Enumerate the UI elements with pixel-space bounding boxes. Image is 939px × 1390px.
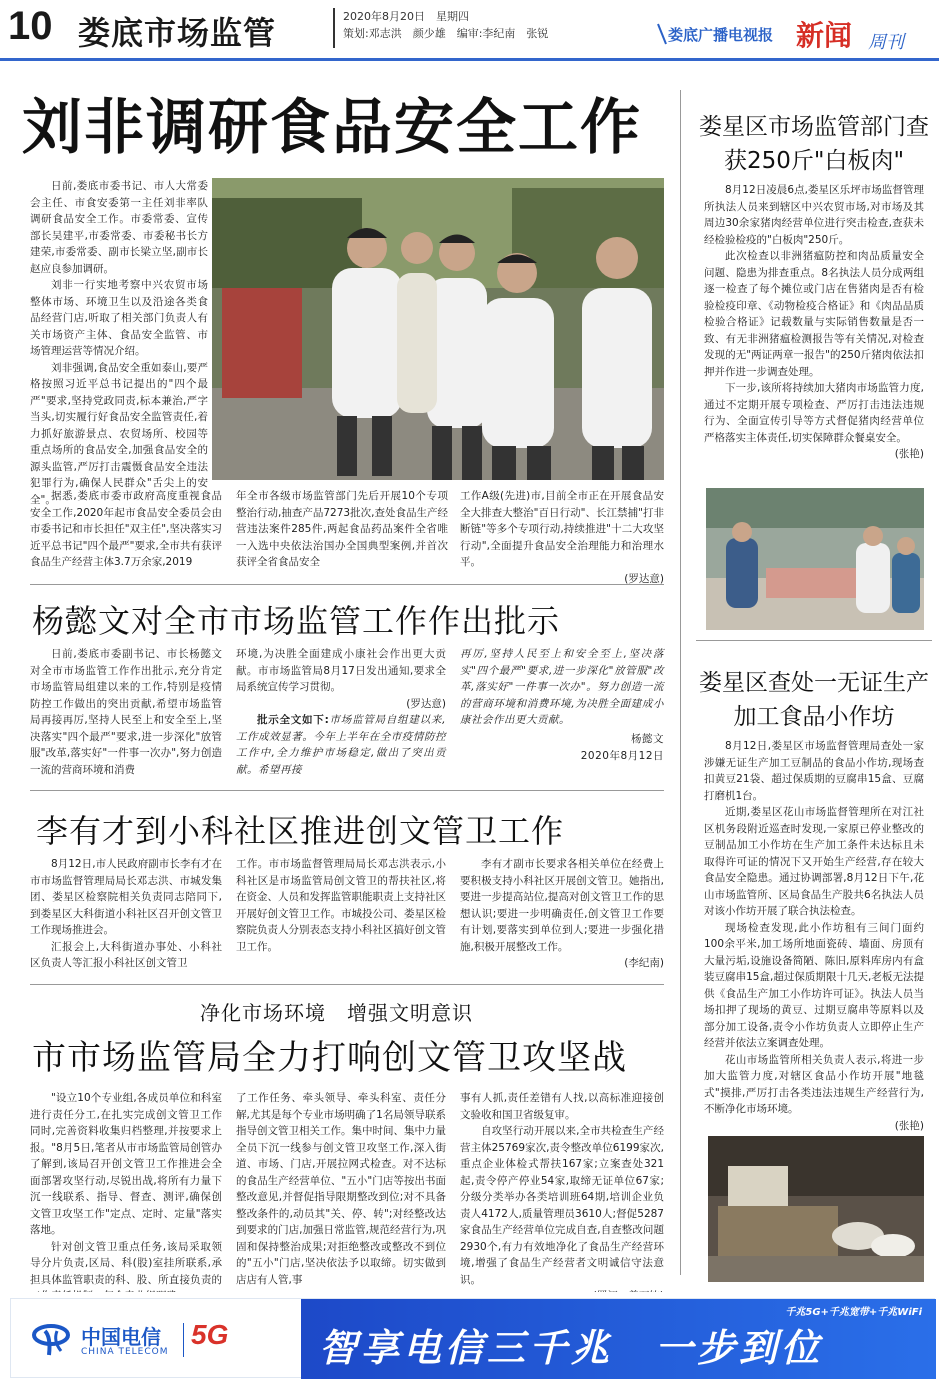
- article1-col-bottom-1: [30, 488, 222, 578]
- header-rule: [0, 58, 939, 61]
- sidebar2-body: [704, 738, 924, 1134]
- article1-col1: [30, 178, 208, 506]
- paragraph: 刘非强调,食品安全重如泰山,要严格按照习近平总书记提出的"四个最严"要求,坚持党政同责,标本兼治,严字当头,切实履行好食品安全监管责任,着力抓好旅游景点、农贸场所、校园等重点场所的食品安全,加强食品安全的源头监管,严厉打击震慑食品安全违法犯罪行为,确保人民群众"舌尖上的安全"。: [30, 361, 208, 506]
- paragraph: 日前,娄底市委副书记、市长杨懿文对全市市场监管工作作出批示,充分肯定市场监管局组建以来的工作,特别是疫情防控工作做出的突出贡献,希望市场监管局再接再厉,坚持人民至上和安全至上,坚决落实"四个最严"要求,进一步深化"放管服"改革,落实好"一件事一次办",努力创造一流的营商环境和消费: [30, 648, 222, 776]
- article1-photo: [212, 178, 664, 480]
- page-header: [0, 0, 939, 58]
- ad-top-line: 千兆5G+千兆宽带+千兆WiFi: [785, 1307, 922, 1318]
- paragraph: 自攻坚行动开展以来,全市共检查生产经营主体25769家次,责令整改单位6199家次,重点企业体检式帮扶167家;立案查处321起,责令停产停业54家,取缔无证单位67家;分级分类举办各类培训班64期,培训企业负责人4172人,质量管理员3610人;督促5287家食品生产经营单位完成自查,自查整改问题2930个,有力有效地净化了食品生产经营环境,增强了食品生产经营者文明诚信守法意识。: [460, 1125, 664, 1286]
- separator: [30, 790, 664, 791]
- byline: (罗达意): [406, 697, 446, 710]
- byline: (张艳): [894, 448, 924, 460]
- meat-market-photo: [706, 488, 924, 630]
- signature-name: 杨懿文: [631, 732, 664, 745]
- byline: (张艳): [894, 1119, 924, 1132]
- ad-slogan-panel: [301, 1299, 936, 1379]
- paragraph: 下一步,该所将持续加大猪肉市场监管力度,通过不定期开展专项检查、严厉打击违法违规行为、全面宣传引导等方式督促猪肉经营单位严格落实主体责任,切实保障群众餐桌安全。: [704, 382, 924, 444]
- paragraph: 花山市场监管所相关负责人表示,将进一步加大监管力度,对辖区食品小作坊开展"地毯式"摸排,严厉打击各类违法违规生产经营行为,不断净化市场环境。: [704, 1053, 924, 1115]
- separator: [30, 984, 664, 985]
- brand-name: 娄底广播电视报: [668, 26, 774, 44]
- article4-col2: [236, 1090, 446, 1286]
- ad-brand-en: CHINA TELECOM: [81, 1347, 169, 1357]
- sidebar2-photo: [708, 1136, 924, 1282]
- paragraph: 8月12日,娄星区市场监督管理局查处一家涉嫌无证生产加工豆制品的食品小作坊,现场查扣黄豆21袋、超过保质期的豆腐串15盒、豆腐打磨机1台。: [704, 740, 924, 802]
- article4-col1: [30, 1090, 222, 1286]
- paragraph: 据悉,娄底市委市政府高度重视食品安全工作,2020年起市食品安全委员会由市委书记和市长担任"双主任",坚决落实习近平总书记"四个最严"要求,全市共有获评食品生产经营主体3.7万余家,2019: [30, 490, 222, 568]
- article1-col-bottom-3: [460, 488, 664, 585]
- article3-col3: [460, 856, 664, 976]
- article3-col2: [236, 856, 446, 976]
- article1-headline: 刘非调研食品安全工作: [22, 93, 642, 163]
- signature-date: 2020年8月12日: [580, 749, 664, 762]
- article4-col3: [460, 1090, 664, 1286]
- paragraph: 8月12日,市人民政府副市长李有才在市市场监督管理局局长邓志洪、市城发集团、娄星区检察院相关负责同志陪同下,到娄星区大科街道小科社区召开创文管卫工作现场推进会。: [30, 858, 222, 936]
- paragraph: 刘非一行实地考察中兴农贸市场整体市场、环境卫生以及沿途各类食品经营门店,听取了相关部门负责人有关市场资产主体、食品安全监管、市场管理运营等情况介绍。: [30, 279, 208, 357]
- article2-col2: [236, 646, 446, 776]
- paragraph: 此次检查以非洲猪瘟防控和肉品质量安全问题、隐患为排查重点。8名执法人员分成两组逐一检查了每个摊位或门店在售猪肉是否有检验检疫印章、《动物检疫合格证》和《肉品品质检验合格证》记载数量与实际销售数量是否一致、有无非洲猪瘟检测报告等有关情况,对检查发现的无"两证两章一报告"的250斤猪肉依法扣押并作进一步调查处理。: [704, 250, 924, 378]
- paragraph: 日前,娄底市委书记、市人大常委会主任、市食安委第一主任刘非率队调研食品安全工作。市委常委、宣传部长吴建平,市委常委、市委秘书长方建荣,市委常委、副市长梁立坚,副市长赵应良参加调研。: [30, 180, 208, 275]
- header-meta: [343, 8, 548, 42]
- sidebar1-photo: [706, 488, 924, 630]
- workshop-photo: [708, 1136, 924, 1282]
- sidebar1-body: [704, 182, 924, 488]
- page-number: 10: [8, 4, 53, 48]
- brand-weekly: 周刊: [868, 32, 904, 53]
- paragraph: 了工作任务、牵头领导、牵头科室、责任分解,尤其是每个专业市场明确了1名局领导联系指导创文管卫相关工作。集中时间、集中力量全员下沉一线参与创文管卫攻坚工作,深入街道、市场、门店,开展拉网式检查。对不达标的食品生产经营单位、"五小"门店等按出书面整改意见,并督促指导限期整改到位;对不具备整改条件的,动员其"关、停、转";对经整改达到要求的门店,加强日常监管,规范经营行为,巩固和保持整治成果;对拒绝整改或整改不到位的"五小"门店,坚决依法予以取缔。切实做到店店有人管,事: [236, 1092, 446, 1286]
- instruction-text: 市场监管局自组建以来,工作成效显著。今年上半年在全市疫情防控工作中,全力维护市场稳定,做出了突出贡献。希望再接: [236, 714, 446, 776]
- header-divider: [333, 8, 335, 48]
- sidebar2-headline: 娄星区查处一无证生产加工食品小作坊: [699, 670, 929, 730]
- sidebar1-headline: 娄星区市场监管部门查获250斤"白板肉": [699, 114, 929, 174]
- article4-headline: 市市场监管局全力打响创文管卫攻坚战: [32, 1038, 627, 1078]
- separator: [30, 584, 664, 585]
- article2-col3: [460, 646, 664, 776]
- ad-slogan: 智享电信三千兆 一步到位: [319, 1326, 824, 1370]
- paragraph: 针对创文管卫重点任务,该局采取领导分片负责,区局、科(股)室挂所联系,承担具体监管职责的科、股、所直接负责的: [30, 1240, 222, 1286]
- header-date: 2020年8月20日 星期四: [343, 10, 469, 23]
- article3-headline: 李有才到小科社区推进创文管卫工作: [36, 812, 565, 850]
- instruction-label: 批示全文如下:: [257, 714, 330, 726]
- paragraph: 汇报会上,大科街道办事处、小科社区负责人等汇报小科社区创文管卫: [30, 940, 222, 969]
- ad-brand-cn: 中国电信: [81, 1325, 161, 1349]
- ad-5g-badge: 5G: [191, 1319, 229, 1350]
- column-separator: [680, 90, 681, 1275]
- paragraph: 事有人抓,责任差错有人找,以高标准迎接创文验收和国卫省级复审。: [460, 1092, 664, 1121]
- instruction-continuation: 再厉,坚持人民至上和安全至上,坚决落实"四个最严"要求,进一步深化"放管服"改革,落实好"一件事一次办"。努力创造一流的营商环境和消费环境,为决胜全面建成小康社会作出更大贡献。: [460, 648, 664, 726]
- article2-col1: [30, 646, 222, 776]
- byline: (李纪南): [624, 957, 664, 969]
- separator: [696, 640, 932, 641]
- section-title: 娄底市场监管: [78, 14, 277, 52]
- paragraph: 李有才副市长要求各相关单位在经费上要积极支持小科社区开展创文管卫。她指出,要进一步提高站位,提高对创文管卫工作的思想认识;要进一步明确责任,创文管卫工作要有计划,要落实到单位到人;要进一步强化措施,积极开展整改工作。: [460, 858, 664, 953]
- ad-frame: [10, 1298, 935, 1378]
- paragraph: 近期,娄星区花山市场监督管理所在对江社区机务段附近巡查时发现,一家原已停业整改的豆制品加工小作坊在生产加工条件未达标且未取得许可证的情况下又开始生产经营,存在较大食品安全隐患。通过协调部署,8月12日下午,花山市场监管所、区局食品生产股共6名执法人员对该小作坊开展了联合执法检查。: [704, 806, 924, 917]
- paragraph: 工作A级(先进)市,目前全市正在开展食品安全大排查大整治"百日行动"、长江禁捕"打非断链"等多个专项行动,持续推进"十二大攻坚行动",全面提升食品安全治理能力和治理水平。: [460, 490, 664, 568]
- ad-divider: [183, 1323, 184, 1357]
- brand-slash-icon: [656, 22, 668, 46]
- officials-inspection-photo: [212, 178, 664, 480]
- paragraph: 年全市各级市场监管部门先后开展10个专项整治行动,抽查产品7273批次,查处食品生产经营违法案件285件,两起食品药品案件全省唯一入选中央依法治国办全国典型案例,并首次获评全省食品安全: [236, 490, 448, 568]
- article1-col-bottom-2: [236, 488, 448, 578]
- header-credits: 策划:邓志洪 颜少雄 编审:李纪南 张锐: [343, 27, 549, 40]
- paragraph: 工作。市市场监督管理局局长邓志洪表示,小科社区是市场监管局创文管卫的帮扶社区,将在资金、人员和发挥监管职能职责上支持社区开展好创文管卫工作。市城投公司、娄星区检察院负责人分别表态支持小科社区搞好创文管卫工作。: [236, 858, 446, 953]
- article2-headline: 杨懿文对全市市场监管工作作出批示: [32, 602, 561, 640]
- article3-col1: [30, 856, 222, 976]
- paragraph: 8月12日凌晨6点,娄星区乐坪市场监督管理所执法人员来到辖区中兴农贸市场,对市场及其周边30余家猪肉经营单位进行突击检查,查获未经检验检疫的"白板肉"250斤。: [704, 184, 924, 246]
- article4-kicker: 净化市场环境 增强文明意识: [200, 1001, 473, 1025]
- telecom-ad-banner: [0, 1292, 939, 1390]
- paragraph: "设立10个专业组,各成员单位和科室进行责任分工,在扎实完成创文管卫工作同时,完善资料收集归档整理,并按要求上报。"8月5日,笔者从市市场监管局创管办了解到,该局召开创文管卫工作推进会全面部署攻坚行动,尽锐出战,将所有力量下沉一线联系、指导、督查、测评,确保创文管卫攻坚工作"定点、定时、定量"落实落地。: [30, 1092, 222, 1236]
- china-telecom-logo-icon: [31, 1321, 71, 1357]
- brand-news: 新闻: [796, 19, 853, 52]
- byline: (罗达意): [624, 572, 664, 585]
- paragraph: 环境,为决胜全面建成小康社会作出更大贡献。市市场监管局8月17日发出通知,要求全局系统宣传学习贯彻。: [236, 648, 446, 693]
- paragraph: 现场检查发现,此小作坊租有三间门面约100余平米,加工场所地面瓷砖、墙面、房顶有大量污垢,设施设备简陋、陈旧,原料库房内有盒装豆腐串15盒,超过保质期限十几天,老板无法提供《食品生产加工小作坊许可证》。执法人员当场扣押了现场的黄豆、过期豆腐串等原料以及部分加工设备,责令小作坊负责人立即停止生产经营并依法立案调查处理。: [704, 921, 924, 1049]
